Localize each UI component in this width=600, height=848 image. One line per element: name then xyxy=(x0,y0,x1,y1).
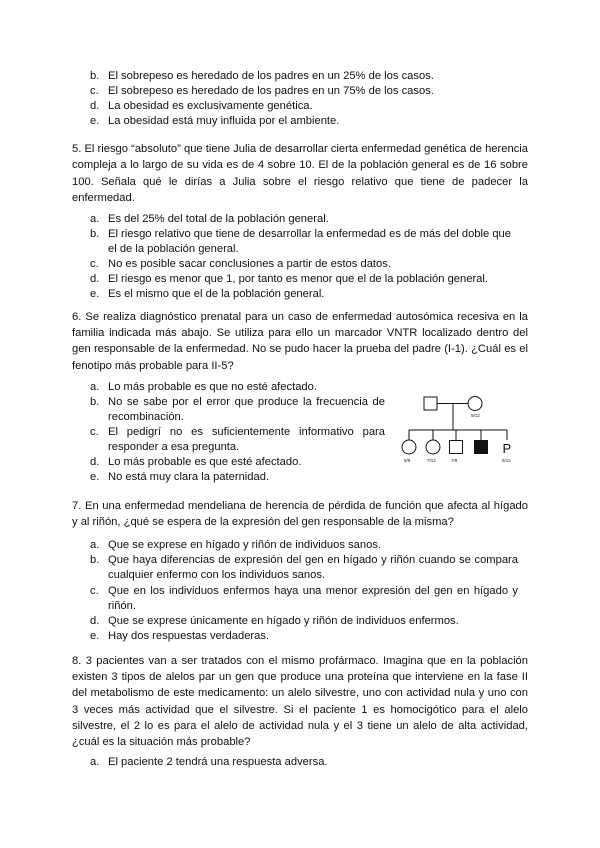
q8-question: 8. 3 pacientes van a ser tratados con el mismo profármaco. Imagina que en la población existen 3 tipos de alelos par un gen que produce una proteína que interviene en la fase II del metabolismo de este medicamento: un alelo silvestre, uno con actividad nula y uno con 3 veces más actividad que el silvestre. Si el paciente 1 es homocigótico para el alelo silvestre, el 2 lo es para el alelo de actividad nula y el 3 tiene un alelo de alta actividad, ¿cuál es la situación más probable? xyxy=(72,655,528,749)
pedigree-child3-square xyxy=(450,441,463,454)
q6-option-d: d. Lo más probable es que esté afectado. xyxy=(90,456,302,468)
q6-option-c: c. El pedigrí no es suficientemente informativo para responder a esa pregunta. xyxy=(90,426,385,453)
pedigree-child1-circle xyxy=(402,440,416,454)
q5-option-c: c. No es posible sacar conclusiones a partir de estos datos. xyxy=(90,258,391,270)
q6-question: 6. Se realiza diagnóstico prenatal para un caso de enfermedad autosómica recesiva en la familia indicada más abajo. Se utiliza para ello un marcador VNTR localizado dentro del gen responsable de la enfermedad. No se pudo hacer la prueba del padre (I-1). ¿Cuál es el fenotipo más probable para II-5? xyxy=(72,311,528,372)
q5-option-d: d. El riesgo es menor que 1, por tanto es menor que el de la población general. xyxy=(90,273,488,285)
pedigree-diagram xyxy=(396,390,526,470)
q4-option-e: e. La obesidad está muy influida por el ambiente. xyxy=(90,115,340,127)
q5-question: 5. El riesgo “absoluto” que tiene Julia de desarrollar cierta enfermedad genética de herencia compleja a lo largo de su vida es de 4 sobre 10. El de la población general es de 16 sobre 100. Señala qué le dirías a Julia sobre el riesgo relativo que tiene de padecer la enfermedad. xyxy=(72,143,528,204)
q7-question: 7. En una enfermedad mendeliana de herencia de pérdida de función que afecta al hígado y al riñón, ¿qué se espera de la expresión del gen responsable de la misma? xyxy=(72,500,528,529)
q6-option-e: e. No está muy clara la paternidad. xyxy=(90,471,270,483)
q7-option-b: b. Que haya diferencias de expresión del gen en hígado y riñón cuando se compara cualquier enfermo con los individuos sanos. xyxy=(90,554,518,582)
pedigree-child2-circle xyxy=(426,440,440,454)
q8-option-a: a. El paciente 2 tendrá una respuesta adversa. xyxy=(90,756,328,768)
q7-option-a: a. Que se exprese en hígado y riñón de individuos sanos. xyxy=(90,539,382,551)
pedigree-child4-affected-square xyxy=(475,441,488,454)
pedigree-mother-genotype: 9/12 xyxy=(471,413,480,418)
q7-options xyxy=(90,538,518,644)
q5-option-b: b. El riesgo relativo que tiene de desarrollar la enfermedad es de más del doble que el de la población general. xyxy=(90,228,511,255)
q4-option-c: c. El sobrepeso es heredado de los padres en un 75% de los casos. xyxy=(90,85,434,97)
pedigree-child1-genotype: 9/9 xyxy=(404,458,411,463)
pedigree-child5-genotype: 9/12 xyxy=(502,458,511,463)
q7-option-d: d. Que se exprese únicamente en hígado y riñón de individuos enfermos. xyxy=(90,615,459,628)
q8-options xyxy=(90,755,518,770)
q4-option-b: b. El sobrepeso es heredado de los padres en un 25% de los casos. xyxy=(90,70,434,82)
pedigree-child3-genotype: 7/9 xyxy=(451,458,458,463)
q6-options xyxy=(90,380,385,485)
pedigree-mother-circle xyxy=(468,397,482,411)
q6-option-b: b. No se sabe por el error que produce la frecuencia de recombinación. xyxy=(90,396,385,423)
pedigree-father-square xyxy=(424,397,437,410)
q7-option-c: c. Que en los individuos enfermos haya una menor expresión del gen en hígado y riñón. xyxy=(90,584,518,612)
q4-options xyxy=(90,69,518,129)
pedigree-pregnancy-symbol: P xyxy=(502,441,512,456)
q5-options xyxy=(90,212,518,302)
q4-option-d: d. La obesidad es exclusivamente genética. xyxy=(90,100,313,112)
q7-option-e: e. Hay dos respuestas verdaderas. xyxy=(90,630,270,643)
pedigree-child2-genotype: 7/12 xyxy=(427,458,436,463)
q5-option-e: e. Es el mismo que el de la población general. xyxy=(90,288,325,300)
q6-option-a: a. Lo más probable es que no esté afectado. xyxy=(90,381,317,393)
q5-option-a: a. Es del 25% del total de la población general. xyxy=(90,213,329,225)
